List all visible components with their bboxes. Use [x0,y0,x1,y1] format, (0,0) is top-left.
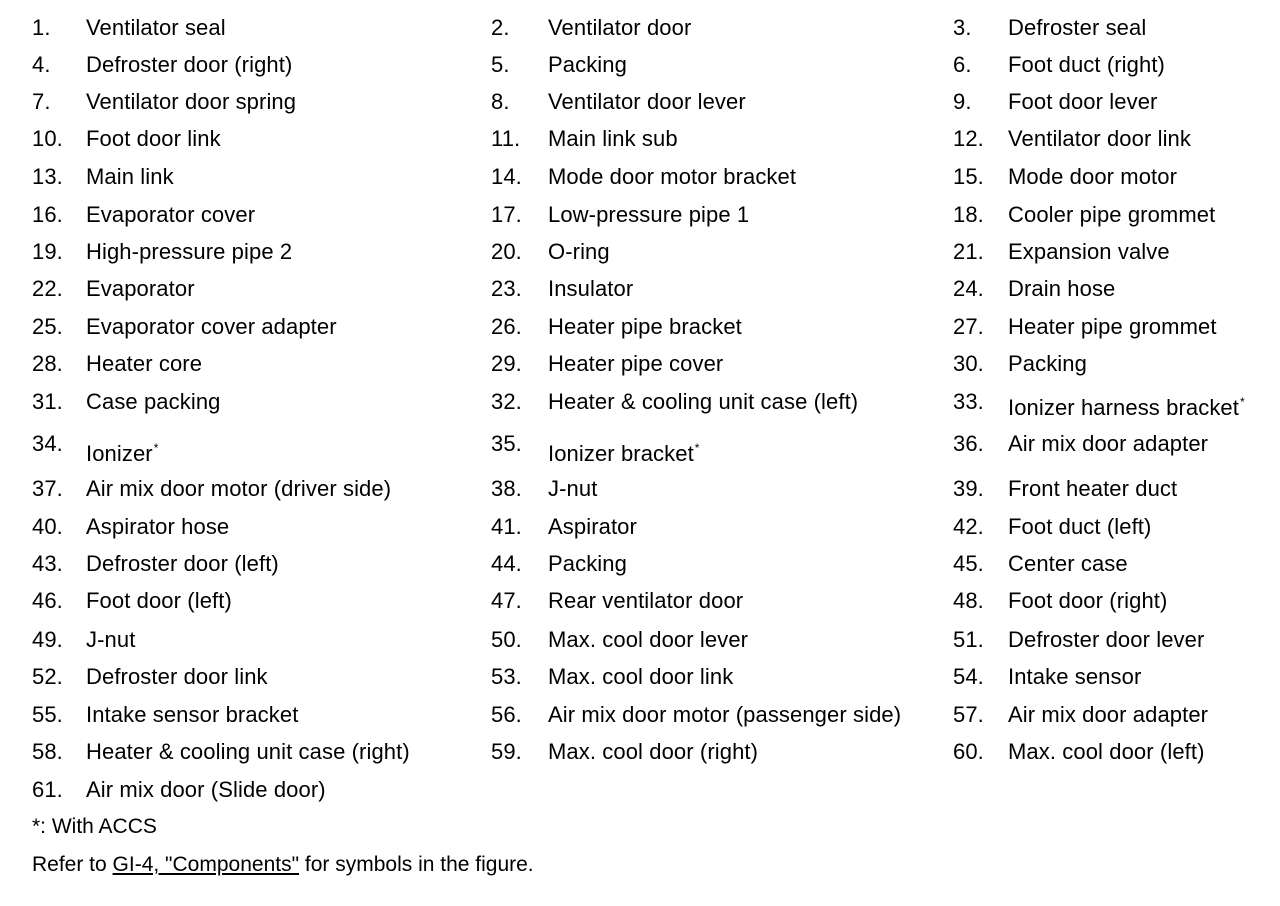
legend-row [0,737,1280,767]
item-label-text: Max. cool door lever [548,627,749,652]
item-label-text: Air mix door motor (passenger side) [548,702,902,727]
item-label [1008,349,1087,379]
item-label [86,439,159,469]
item-label-text: Foot duct (left) [1008,514,1152,539]
item-number: 52. [32,664,63,689]
item-label [548,625,748,655]
item-label-text: Packing [548,52,627,77]
item-number: 6. [953,52,972,77]
reference-note [32,850,534,880]
item-label-text: Foot door link [86,126,221,151]
item-label-text: Insulator [548,276,634,301]
item-number: 3. [953,15,972,40]
item-label [548,349,723,379]
item-number: 49. [32,627,63,652]
item-label [86,162,174,192]
item-label [1008,13,1146,43]
item-number: 57. [953,702,984,727]
item-label [86,775,326,805]
legend-row [0,625,1280,655]
item-number: 22. [32,276,63,301]
item-label [548,124,678,154]
item-label [86,549,279,579]
item-label-text: Main link [86,164,174,189]
item-label-text: Ionizer [86,441,153,466]
item-number: 4. [32,52,51,77]
item-label-text: Intake sensor bracket [86,702,299,727]
legend-row [0,775,1280,805]
item-label-text: Aspirator hose [86,514,230,539]
item-number: 28. [32,351,63,376]
accs-footnote-mark: * [1239,395,1245,409]
item-label-text: Evaporator cover adapter [86,314,337,339]
item-number: 50. [491,627,522,652]
footnote: *: With ACCS [32,815,157,838]
item-label [1008,549,1128,579]
item-number: 18. [953,202,984,227]
legend-row [0,512,1280,542]
item-label-text: Foot door (right) [1008,588,1168,613]
item-label [548,274,633,304]
item-number: 59. [491,739,522,764]
legend-row [0,237,1280,267]
item-label-text: Rear ventilator door [548,588,744,613]
item-label [548,312,742,342]
item-label-text: Air mix door motor (driver side) [86,476,392,501]
item-number: 14. [491,164,522,189]
item-label-text: J-nut [86,627,136,652]
item-label [548,549,627,579]
item-number: 13. [32,164,63,189]
item-label-text: Defroster seal [1008,15,1147,40]
item-label [548,13,691,43]
item-label-text: Heater & cooling unit case (left) [548,389,859,414]
item-number: 10. [32,126,63,151]
item-label [86,50,292,80]
legend-row [0,387,1280,420]
item-number: 38. [491,476,522,501]
item-number: 2. [491,15,510,40]
accs-footnote-mark: * [153,441,159,455]
item-label [1008,586,1167,616]
item-number: 27. [953,314,984,339]
item-label [1008,429,1208,459]
item-number: 60. [953,739,984,764]
item-number: 37. [32,476,63,501]
item-number: 7. [32,89,51,114]
item-number: 12. [953,126,984,151]
item-label-text: Foot door lever [1008,89,1158,114]
item-label [548,662,733,692]
item-number: 9. [953,89,972,114]
item-label [548,586,743,616]
item-label [1008,87,1157,117]
legend-row [0,349,1280,379]
item-label-text: Heater pipe grommet [1008,314,1217,339]
legend-row [0,13,1280,43]
item-number: 32. [491,389,522,414]
item-number: 5. [491,52,510,77]
item-label-text: Ventilator seal [86,15,226,40]
item-number: 26. [491,314,522,339]
item-number: 55. [32,702,63,727]
item-label [1008,200,1215,230]
item-label [86,586,232,616]
item-number: 1. [32,15,51,40]
item-label-text: Mode door motor bracket [548,164,797,189]
item-label [1008,700,1208,730]
item-label-text: Defroster door lever [1008,627,1205,652]
item-label-text: High-pressure pipe 2 [86,239,293,264]
item-label [548,200,749,230]
item-label-text: Low-pressure pipe 1 [548,202,750,227]
legend-row [0,549,1280,579]
item-label [86,737,410,767]
item-label [86,200,255,230]
item-label-text: Packing [1008,351,1087,376]
item-label [548,50,627,80]
item-label-text: Drain hose [1008,276,1116,301]
item-number: 48. [953,588,984,613]
item-number: 29. [491,351,522,376]
item-number: 24. [953,276,984,301]
item-number: 58. [32,739,63,764]
item-label-text: Defroster door (left) [86,551,279,576]
item-label-text: Ventilator door spring [86,89,297,114]
item-number: 31. [32,389,63,414]
item-label [86,662,268,692]
item-label-text: Cooler pipe grommet [1008,202,1216,227]
item-label [86,349,202,379]
item-label-text: Heater & cooling unit case (right) [86,739,410,764]
item-number: 23. [491,276,522,301]
item-label [1008,393,1245,423]
item-label [1008,124,1191,154]
item-label [548,162,796,192]
item-label [86,625,135,655]
item-number: 21. [953,239,984,264]
legend-row [0,162,1280,192]
item-label-text: Air mix door adapter [1008,702,1209,727]
item-label-text: Evaporator [86,276,195,301]
item-number: 51. [953,627,984,652]
item-label-text: Foot door (left) [86,588,232,613]
item-label [86,700,298,730]
legend-row [0,312,1280,342]
item-label [1008,474,1177,504]
legend-row [0,87,1280,117]
legend-row [0,50,1280,80]
item-label-text: Intake sensor [1008,664,1142,689]
legend-row [0,274,1280,304]
item-label [1008,274,1115,304]
item-label [548,87,746,117]
legend-row [0,586,1280,616]
item-number: 42. [953,514,984,539]
item-label [548,737,758,767]
legend-row [0,474,1280,504]
legend-row [0,124,1280,154]
item-number: 54. [953,664,984,689]
item-number: 45. [953,551,984,576]
item-label [86,274,195,304]
item-number: 25. [32,314,63,339]
item-label [1008,312,1217,342]
item-label-text: Main link sub [548,126,678,151]
item-label-text: Center case [1008,551,1128,576]
reference-suffix: for symbols in the figure. [299,853,534,876]
item-label-text: Defroster door (right) [86,52,293,77]
item-label-text: Defroster door link [86,664,268,689]
item-number: 47. [491,588,522,613]
item-label-text: Ventilator door [548,15,692,40]
item-label-text: Ventilator door link [1008,126,1191,151]
item-label-text: Evaporator cover [86,202,256,227]
item-number: 61. [32,777,63,802]
item-number: 53. [491,664,522,689]
item-label-text: Ionizer harness bracket [1008,395,1239,420]
legend-row [0,200,1280,230]
item-label-text: Max. cool door link [548,664,734,689]
item-label [1008,162,1177,192]
item-number: 35. [491,431,522,456]
item-label [548,512,637,542]
item-label-text: Ionizer bracket [548,441,694,466]
legend-row [0,700,1280,730]
item-number: 34. [32,431,63,456]
item-number: 36. [953,431,984,456]
item-label [548,474,597,504]
item-label-text: Max. cool door (right) [548,739,759,764]
item-number: 33. [953,389,984,414]
item-label [1008,662,1141,692]
item-number: 15. [953,164,984,189]
item-label [1008,50,1165,80]
item-label [548,237,610,267]
item-label [548,387,858,417]
item-label-text: Heater core [86,351,203,376]
item-label [548,439,700,469]
item-label [1008,237,1170,267]
item-number: 17. [491,202,522,227]
item-label [86,474,391,504]
item-label [86,13,226,43]
item-label-text: Packing [548,551,627,576]
item-label-text: O-ring [548,239,610,264]
item-label [86,237,292,267]
item-number: 41. [491,514,522,539]
item-label-text: Mode door motor [1008,164,1178,189]
item-number: 40. [32,514,63,539]
item-number: 19. [32,239,63,264]
item-label-text: Heater pipe bracket [548,314,742,339]
item-label-text: Air mix door adapter [1008,431,1209,456]
item-label [86,87,296,117]
item-number: 43. [32,551,63,576]
item-number: 30. [953,351,984,376]
item-number: 46. [32,588,63,613]
item-number: 39. [953,476,984,501]
item-label [1008,625,1204,655]
item-label-text: Case packing [86,389,221,414]
reference-prefix: Refer to [32,853,113,876]
item-number: 16. [32,202,63,227]
item-label-text: Ventilator door lever [548,89,746,114]
item-number: 20. [491,239,522,264]
item-label [86,387,221,417]
item-number: 56. [491,702,522,727]
item-label-text: Heater pipe cover [548,351,724,376]
item-label [86,512,229,542]
item-label [1008,512,1151,542]
item-label-text: Max. cool door (left) [1008,739,1205,764]
legend-row [0,662,1280,692]
item-label-text: Expansion valve [1008,239,1170,264]
item-label [1008,737,1205,767]
components-reference-link[interactable]: GI-4, "Components" [112,853,300,876]
item-number: 11. [491,126,521,151]
item-label [86,312,337,342]
item-number: 44. [491,551,522,576]
item-label-text: Air mix door (Slide door) [86,777,326,802]
item-label-text: Foot duct (right) [1008,52,1165,77]
legend-row [0,431,1280,466]
item-label [86,124,221,154]
item-label-text: Aspirator [548,514,637,539]
item-number: 8. [491,89,510,114]
accs-footnote-mark: * [694,441,700,455]
item-label-text: Front heater duct [1008,476,1178,501]
item-label-text: J-nut [548,476,598,501]
item-label [548,700,901,730]
